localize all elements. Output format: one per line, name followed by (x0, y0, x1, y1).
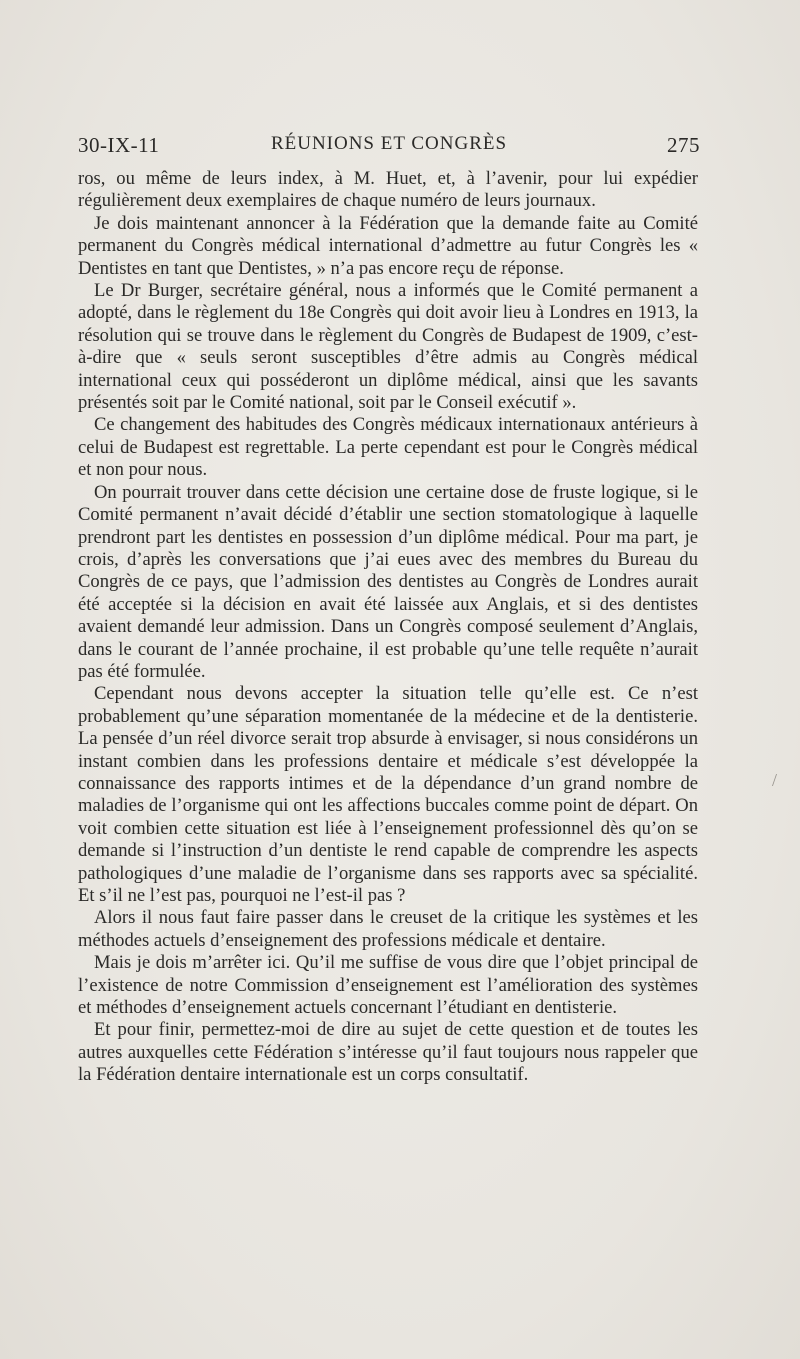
header-date: 30-IX-11 (78, 133, 160, 157)
paragraph-4: Ce changement des habitudes des Congrès médicaux internationaux antérieurs à celui de Budapest est regrettable. La perte cependant est pour le Congrès médical et non pour nous. (78, 414, 698, 481)
header-title: RÉUNIONS ET CONGRÈS (270, 133, 508, 154)
running-header (78, 133, 700, 163)
paragraph-5: On pourrait trouver dans cette décision une certaine dose de fruste logique, si le Comité permanent n’avait décidé d’établir une section stomatologique à laquelle prendront part les dentistes en possession d’un diplôme médical. Pour ma part, je crois, d’après les conversations que j’ai eues avec des membres du Bureau du Congrès de ce pays, que l’admission des dentistes au Congrès de Londres aurait été acceptée si la décision en avait été laissée aux Anglais, et si des dentistes avaient demandé leur admission. Dans un Congrès composé seulement d’Anglais, dans le courant de l’année prochaine, il est probable qu’une telle requête n’aurait pas été formulée. (78, 481, 698, 682)
body-text (78, 168, 698, 1087)
paragraph-7: Alors il nous faut faire passer dans le creuset de la critique les systèmes et les méthodes actuels d’enseignement des professions médicale et dentaire. (78, 907, 698, 951)
paragraph-6: Cependant nous devons accepter la situation telle qu’elle est. Ce n’est probablement qu’une séparation momentanée de la médecine et de la dentisterie. La pensée d’un réel divorce serait trop absurde à envisager, si nous considérons un instant combien dans les professions dentaire et médicale s’est développée la connaissance des rapports intimes et de la dépendance d’un grand nombre de maladies de l’organisme qui ont les affections buccales comme point de départ. On voit combien cette situation est liée à l’enseignement professionnel dès qu’on se demande si l’instruction d’un dentiste le rend capable de comprendre les aspects pathologiques d’une maladie de l’organisme dans ses rapports avec sa spécialité. Et s’il ne l’est pas, pourquoi ne l’est-il pas ? (78, 683, 698, 906)
paragraph-3: Le Dr Burger, secrétaire général, nous a informés que le Comité permanent a adopté, dans le règlement du 18e Congrès qui doit avoir lieu à Londres en 1913, la résolution qui se trouve dans le règlement du Congrès de Budapest de 1909, c’est-à-dire que « seuls seront susceptibles d’être admis au Congrès médical international ceux qui posséderont un diplôme médical, ainsi que les savants présentés soit par le Comité national, soit par le Conseil exécutif ». (78, 280, 698, 414)
margin-mark: / (772, 770, 778, 790)
paragraph-1: ros, ou même de leurs index, à M. Huet, et, à l’avenir, pour lui expédier régulièrement deux exemplaires de chaque numéro de leurs journaux. (78, 168, 698, 212)
paragraph-8: Mais je dois m’arrêter ici. Qu’il me suffise de vous dire que l’objet principal de l’existence de notre Commission d’enseignement est l’amélioration des systèmes et méthodes d’enseignement actuels concernant l’étudiant en dentisterie. (78, 952, 698, 1019)
paragraph-2: Je dois maintenant annoncer à la Fédération que la demande faite au Comité permanent du Congrès médical international d’admettre au futur Congrès les « Dentistes en tant que Dentistes, » n’a pas encore reçu de réponse. (78, 212, 698, 279)
paragraph-9: Et pour finir, permettez-moi de dire au sujet de cette question et de toutes les autres auxquelles cette Fédération s’intéresse qu’il faut toujours nous rappeler que la Fédération dentaire internationale est un corps consultatif. (78, 1019, 698, 1086)
page-number: 275 (667, 133, 700, 157)
